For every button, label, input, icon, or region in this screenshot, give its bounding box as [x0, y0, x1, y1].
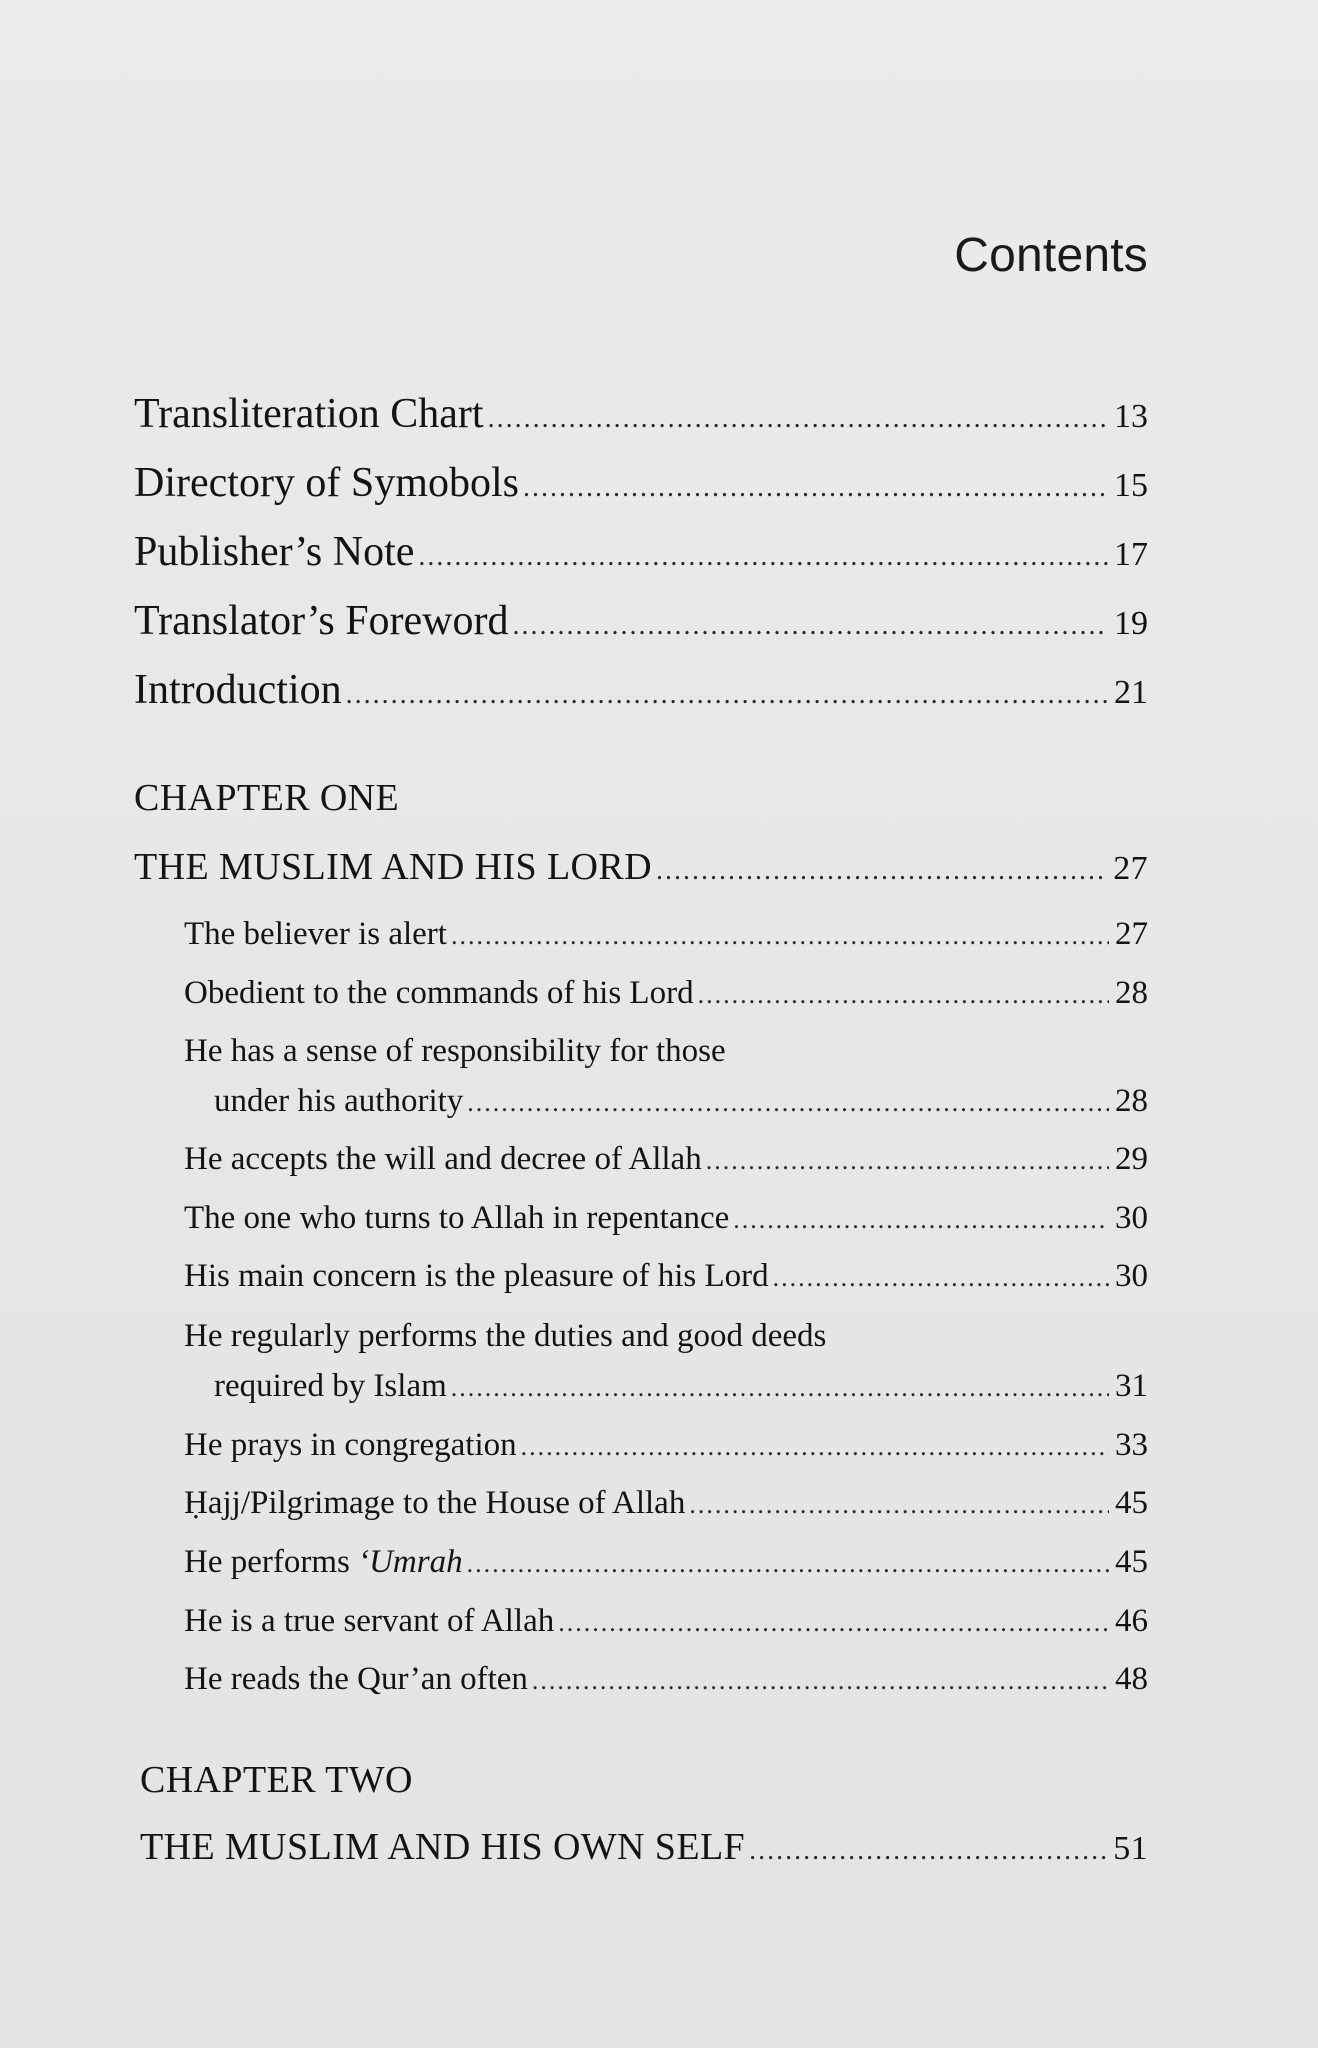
toc-entry-first-line[interactable]: He regularly performs the duties and good deeds [184, 1318, 827, 1354]
toc-page-number: 51 [1113, 1830, 1148, 1867]
toc-label: under his authority [214, 1083, 464, 1119]
toc-entry[interactable] [184, 1427, 1148, 1464]
leader-dots [656, 855, 1107, 887]
toc-row-transliteration-chart[interactable] [134, 390, 1148, 438]
leader-dots [558, 1608, 1109, 1638]
leader-dots [451, 1373, 1109, 1403]
toc-label: The one who turns to Allah in repentance [184, 1200, 730, 1236]
toc-label: He is a true servant of Allah [184, 1603, 555, 1639]
toc-page-number: 30 [1115, 1258, 1148, 1294]
toc-page-number: 33 [1115, 1427, 1148, 1463]
page-title: Contents [954, 229, 1148, 282]
leader-dots [467, 1549, 1109, 1579]
toc-page-number: 15 [1114, 467, 1148, 504]
toc-entry[interactable] [184, 1258, 1148, 1295]
toc-label: THE MUSLIM AND HIS OWN SELF [140, 1826, 746, 1868]
leader-dots [513, 610, 1109, 642]
toc-page-number: 27 [1113, 850, 1148, 887]
toc-label: Transliteration Chart [134, 391, 484, 437]
toc-entry[interactable] [214, 1083, 1148, 1120]
toc-row-introduction[interactable] [134, 666, 1148, 714]
toc-entry-first-line[interactable]: He has a sense of responsibility for those [184, 1033, 726, 1069]
toc-page-number: 31 [1115, 1368, 1148, 1404]
chapter-two-heading: CHAPTER TWO [140, 1759, 413, 1801]
toc-page-number: 45 [1115, 1485, 1148, 1521]
leader-dots [451, 921, 1109, 951]
toc-page-number: 28 [1115, 1083, 1148, 1119]
toc-entry[interactable] [184, 1485, 1148, 1522]
toc-label-prefix: He performs [184, 1544, 359, 1580]
toc-label: Introduction [134, 667, 342, 713]
toc-entry[interactable] [184, 1141, 1148, 1178]
toc-entry[interactable] [184, 1603, 1148, 1640]
leader-dots [532, 1666, 1109, 1696]
toc-label: Ḥajj/Pilgrimage to the House of Allah [184, 1485, 686, 1521]
toc-row-translators-foreword[interactable] [134, 597, 1148, 645]
toc-page-number: 29 [1115, 1141, 1148, 1177]
leader-dots [706, 1146, 1109, 1176]
toc-label: He prays in congregation [184, 1427, 517, 1463]
toc-label: Obedient to the commands of his Lord [184, 975, 694, 1011]
toc-entry[interactable] [184, 916, 1148, 953]
chapter-one-heading: CHAPTER ONE [134, 777, 400, 819]
toc-label: The believer is alert [184, 916, 447, 952]
toc-page-number: 28 [1115, 975, 1148, 1011]
toc-entry[interactable] [214, 1368, 1148, 1405]
toc-label: Publisher’s Note [134, 529, 415, 575]
toc-row-directory-of-symbols[interactable] [134, 459, 1148, 507]
toc-page-number: 48 [1115, 1661, 1148, 1697]
leader-dots [488, 403, 1108, 435]
toc-page-number: 46 [1115, 1603, 1148, 1639]
leader-dots [418, 541, 1108, 573]
toc-page-number: 27 [1115, 916, 1148, 952]
leader-dots [689, 1490, 1109, 1520]
leader-dots [346, 679, 1108, 711]
toc-page-number: 45 [1115, 1544, 1148, 1580]
toc-page-number: 21 [1114, 674, 1148, 711]
toc-entry[interactable] [184, 1544, 1148, 1581]
leader-dots [773, 1263, 1109, 1293]
leader-dots [523, 472, 1108, 504]
toc-label [184, 1544, 463, 1581]
toc-page-number: 19 [1114, 605, 1148, 642]
toc-row-chapter-one-title[interactable] [134, 845, 1148, 889]
toc-label: Translator’s Foreword [134, 598, 509, 644]
toc-row-publishers-note[interactable] [134, 528, 1148, 576]
toc-row-chapter-two-title[interactable] [140, 1825, 1148, 1869]
leader-dots [733, 1205, 1109, 1235]
toc-label: Directory of Symobols [134, 460, 519, 506]
leader-dots [467, 1088, 1109, 1118]
leader-dots [698, 980, 1109, 1010]
toc-entry[interactable] [184, 1200, 1148, 1237]
toc-entry[interactable] [184, 975, 1148, 1012]
toc-label: He accepts the will and decree of Allah [184, 1141, 702, 1177]
toc-label: His main concern is the pleasure of his Lord [184, 1258, 769, 1294]
toc-label-italic: ‘Umrah [358, 1544, 463, 1580]
toc-page-number: 30 [1115, 1200, 1148, 1236]
toc-entry[interactable] [184, 1661, 1148, 1698]
leader-dots [749, 1835, 1107, 1867]
leader-dots [521, 1432, 1109, 1462]
toc-page-number: 17 [1114, 536, 1148, 573]
toc-page-number: 13 [1114, 398, 1148, 435]
toc-label: THE MUSLIM AND HIS LORD [134, 846, 652, 888]
toc-label: He reads the Qur’an often [184, 1661, 528, 1697]
toc-label: required by Islam [214, 1368, 447, 1404]
